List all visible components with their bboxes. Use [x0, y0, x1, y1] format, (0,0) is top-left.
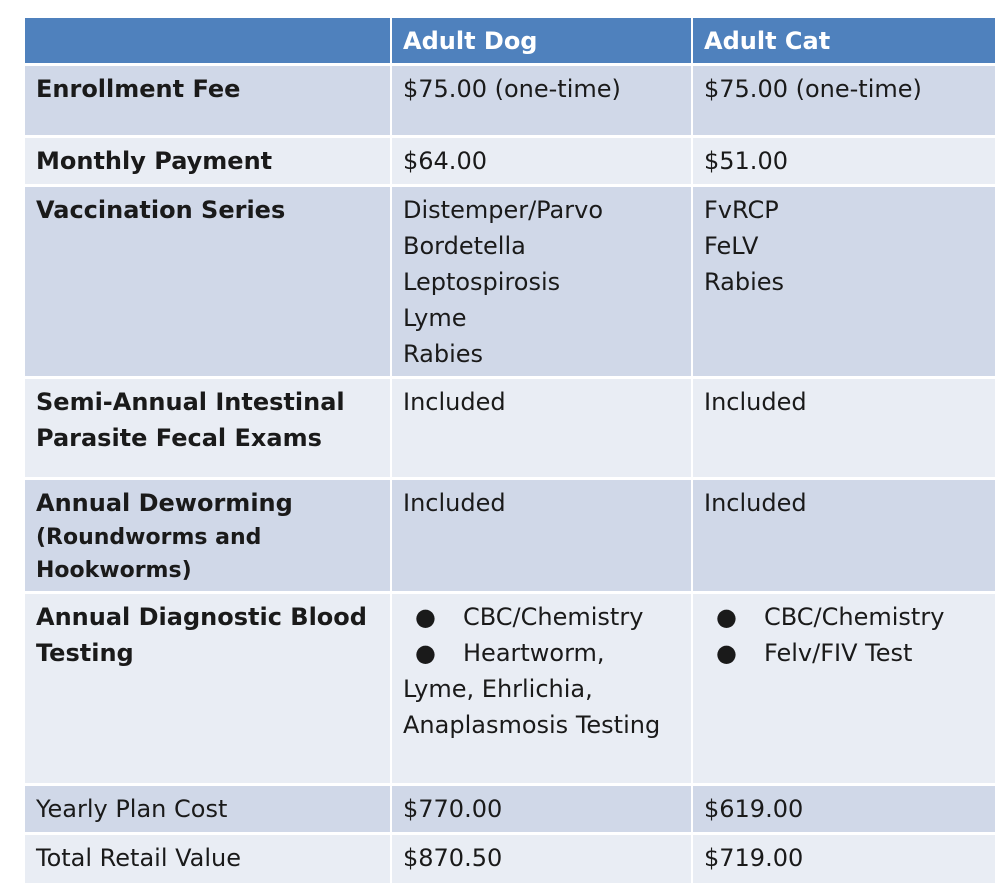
cat-blood-tests [692, 593, 995, 785]
bullet-text: CBC/Chemistry [463, 603, 644, 631]
row-label [25, 378, 391, 479]
row-enrollment-fee [25, 65, 995, 137]
vaccine-item: Lyme [403, 304, 467, 332]
cat-value: Included [692, 479, 995, 593]
bullet-item [704, 599, 985, 635]
vaccine-item: Rabies [704, 268, 785, 296]
row-annual-deworming [25, 479, 995, 593]
row-label: Total Retail Value [25, 834, 391, 885]
header-adult-dog: Adult Dog [391, 18, 692, 65]
bullet-item [403, 599, 681, 635]
bullet-item [403, 635, 681, 671]
row-label: Enrollment Fee [25, 65, 391, 137]
header-row [25, 18, 995, 65]
cat-value: $619.00 [692, 785, 995, 834]
header-blank-cell [25, 18, 391, 65]
dog-value: Included [391, 479, 692, 593]
bullet-dot-icon: ● [415, 639, 436, 667]
bullet-text: Felv/FIV Test [764, 639, 913, 667]
bullet-dot-icon: ● [415, 603, 436, 631]
bullet-text: CBC/Chemistry [764, 603, 945, 631]
row-label: Yearly Plan Cost [25, 785, 391, 834]
bullet-dot-icon: ● [716, 603, 737, 631]
bullet-text: Heartworm, [463, 639, 605, 667]
dog-value: $75.00 (one-time) [391, 65, 692, 137]
row-blood-testing [25, 593, 995, 785]
wellness-plan-table [25, 18, 995, 886]
header-adult-cat: Adult Cat [692, 18, 995, 65]
row-fecal-exams [25, 378, 995, 479]
bullet-continuation: Anaplasmosis Testing [403, 711, 661, 739]
vaccine-item: Distemper/Parvo [403, 196, 604, 224]
row-sublabel-line: Hookworms) [36, 558, 192, 583]
row-label: Monthly Payment [25, 137, 391, 186]
vaccine-item: Leptospirosis [403, 268, 561, 296]
dog-value: Included [391, 378, 692, 479]
row-label [25, 593, 391, 785]
row-label-line: Annual Diagnostic Blood [36, 603, 367, 631]
row-label: Vaccination Series [25, 186, 391, 378]
row-label-line: Parasite Fecal Exams [36, 424, 322, 452]
dog-blood-tests [391, 593, 692, 785]
bullet-dot-icon: ● [716, 639, 737, 667]
row-label-line: Annual Deworming [36, 489, 293, 517]
cat-vaccine-list [692, 186, 995, 378]
row-label-line: Testing [36, 639, 134, 667]
row-monthly-payment [25, 137, 995, 186]
row-label [25, 479, 391, 593]
vaccine-item: Bordetella [403, 232, 526, 260]
dog-value: $64.00 [391, 137, 692, 186]
vaccine-item: Rabies [403, 340, 484, 368]
cat-value: Included [692, 378, 995, 479]
vaccine-item: FeLV [704, 232, 759, 260]
bullet-item [704, 635, 985, 671]
vaccine-item: FvRCP [704, 196, 779, 224]
cat-value: $719.00 [692, 834, 995, 885]
cat-value: $75.00 (one-time) [692, 65, 995, 137]
row-vaccination-series [25, 186, 995, 378]
row-total-retail-value [25, 834, 995, 885]
bullet-continuation: Lyme, Ehrlichia, [403, 675, 593, 703]
dog-vaccine-list [391, 186, 692, 378]
row-label-line: Semi-Annual Intestinal [36, 388, 345, 416]
dog-value: $770.00 [391, 785, 692, 834]
cat-value: $51.00 [692, 137, 995, 186]
row-sublabel-line: (Roundworms and [36, 525, 262, 550]
row-yearly-plan-cost [25, 785, 995, 834]
dog-value: $870.50 [391, 834, 692, 885]
